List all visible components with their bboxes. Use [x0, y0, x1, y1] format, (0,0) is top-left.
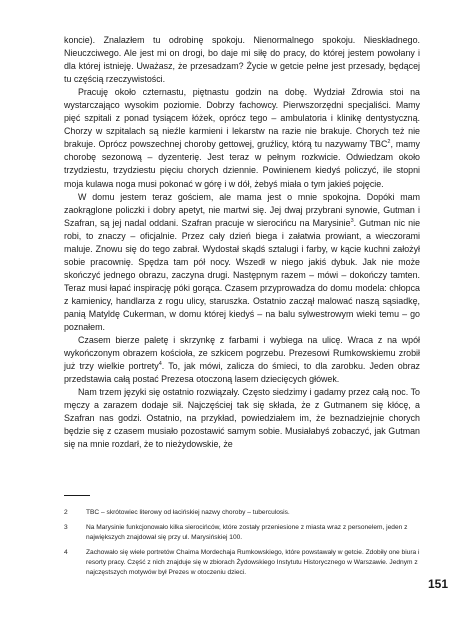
footnote-ref-2[interactable]: 2: [387, 139, 391, 146]
paragraph-5: Nam trzem języki się ostatnio rozwiązały. Często siedzimy i gadamy przez całą noc. To męczy a zarazem dodaje sił. Najczęściej tak się składa, że z Gutmanem się kłócę, a Szafran nas godzi. Ostatnio, na przykład, powiedziałem im, że beznadziejnie chorych będzie się z czasem musiało pozostawić samym sobie. Musiałabyś zobaczyć, jak Gutman się na mnie rozdarł, że to nieżydowskie, że: [64, 387, 420, 450]
footnotes: [64, 508, 420, 583]
footnote-divider: [64, 495, 90, 496]
footnote-ref-3[interactable]: 3: [350, 217, 354, 224]
paragraph-2: Pracuję około czternastu, piętnastu godzin na dobę. Wydział Zdrowia stoi na wystarczająco wysokim poziomie. Dobrzy fachowcy. Pierwszorzędni specjaliści. Mamy pięć szpitali z ponad tysiącem łóżek, oprócz tego – ambulatoria i klinikę dentystyczną. Chorzy w szpitalach są nieźle karmieni i lekarstw na razie nie brakuje. Chorych też nie brakuje. Oprócz powszechnej choroby gettowej, gruźlicy, którą tu nazywamy TBC$^2$, mamy chorobę sezonową – dyzenterię. Jest teraz w pełnym rozkwicie. Odwiedzam około trzydziestu, trzydziestu pięciu chorych dziennie. Powinienem kiedyś policzyć, ile stopni moja kulawa noga musi pokonać w górę i w dół, żebyś miała o tym jakieś pojęcie.: [64, 87, 420, 189]
footnote-text: Na Marysinie funkcjonowało kilka sierocińców, które zostały przeniesione z miasta wraz z personelem, jeden z największych znajdował się przy ul. Marysińskiej 100.: [86, 524, 408, 541]
footnote-item: [64, 523, 420, 543]
footnote-number: 4: [64, 549, 68, 556]
footnote-item: [64, 508, 420, 518]
footnote-item: [64, 548, 420, 578]
page-number: 151: [428, 577, 449, 591]
main-text: [64, 34, 420, 452]
footnote-number: 2: [64, 509, 68, 516]
page-body: [64, 34, 420, 452]
paragraph-3: W domu jestem teraz gościem, ale mama jest o mnie spokojna. Dopóki mam zaokrąglone policzki i dobry apetyt, nie martwi się. Jej dwaj przybrani synowie, Gutman i Szafran, są jej nadal oddani. Szafran pracuje w sierocińcu na Marysinie$^3$. Gutman nic nie robi, to znaczy – oficjalnie. Przez cały dzień biega i załatwia prowiant, a wieczorami maluje. Znowu się do tego zabrał. Wydostał skądś sztalugi i farby, w kącie kuchni założył sobie pracownię. Spędza tam pół nocy. Wszedł w niego jakiś dybuk. Jak nie może skończyć jednego obrazu, zaczyna drugi. Następnym razem – mówi – dokończy tamten. Teraz musi łapać inspirację póki gorąca. Czasem przyprowadza do domu modela: chłopca z kamienicy, handlarza z rogu ulicy, staruszka. Ostatnio zaczął malować naszą sąsiadkę, panią Matyldę Cukerman, w domu której kiedyś – na balu sylwestrowym wieki temu – go poznałem.: [64, 191, 421, 333]
footnote-text: Zachowało się wiele portretów Chaima Mordechaja Rumkowskiego, które powstawały w getcie. Zdobiły one biura i resorty pracy. Część z nich znajduje się w zbiorach Żydowskiego Instytutu Historycznego w Warszawie. Jednym z najczęstszych motywów był Prezes w otoczeniu dzieci.: [86, 549, 420, 576]
footnote-text: TBC – skrótowiec literowy od łacińskiej nazwy choroby – tuberculosis.: [86, 509, 290, 516]
paragraph-4: Czasem bierze paletę i skrzynkę z farbami i wybiega na ulicę. Wraca z na wpół wykończonym obrazem kościoła, ze szkicem pogrzebu. Prezesowi Rumkowskiemu zrobił już trzy wielkie portrety$^4$. To, jak mówi, zalicza do śmieci, to dla zarobku. Jeden obraz przedstawia całą postać Prezesa otoczoną lasem dziecięcych główek.: [64, 335, 420, 385]
footnote-number: 3: [64, 524, 68, 531]
footnote-ref-4[interactable]: 4: [158, 361, 162, 368]
paragraph-1: koncie). Znalazłem tu odrobinę spokoju. Nienormalnego spokoju. Nieskładnego. Nieuczciwego. Ale jest mi on drogi, bo daje mi siłę do pracy, do której jestem powołany i dla której istnieję. Uważasz, że przesadzam? Życie w getcie pełne jest przesady, będącej tu częścią rzeczywistości.: [64, 35, 420, 85]
